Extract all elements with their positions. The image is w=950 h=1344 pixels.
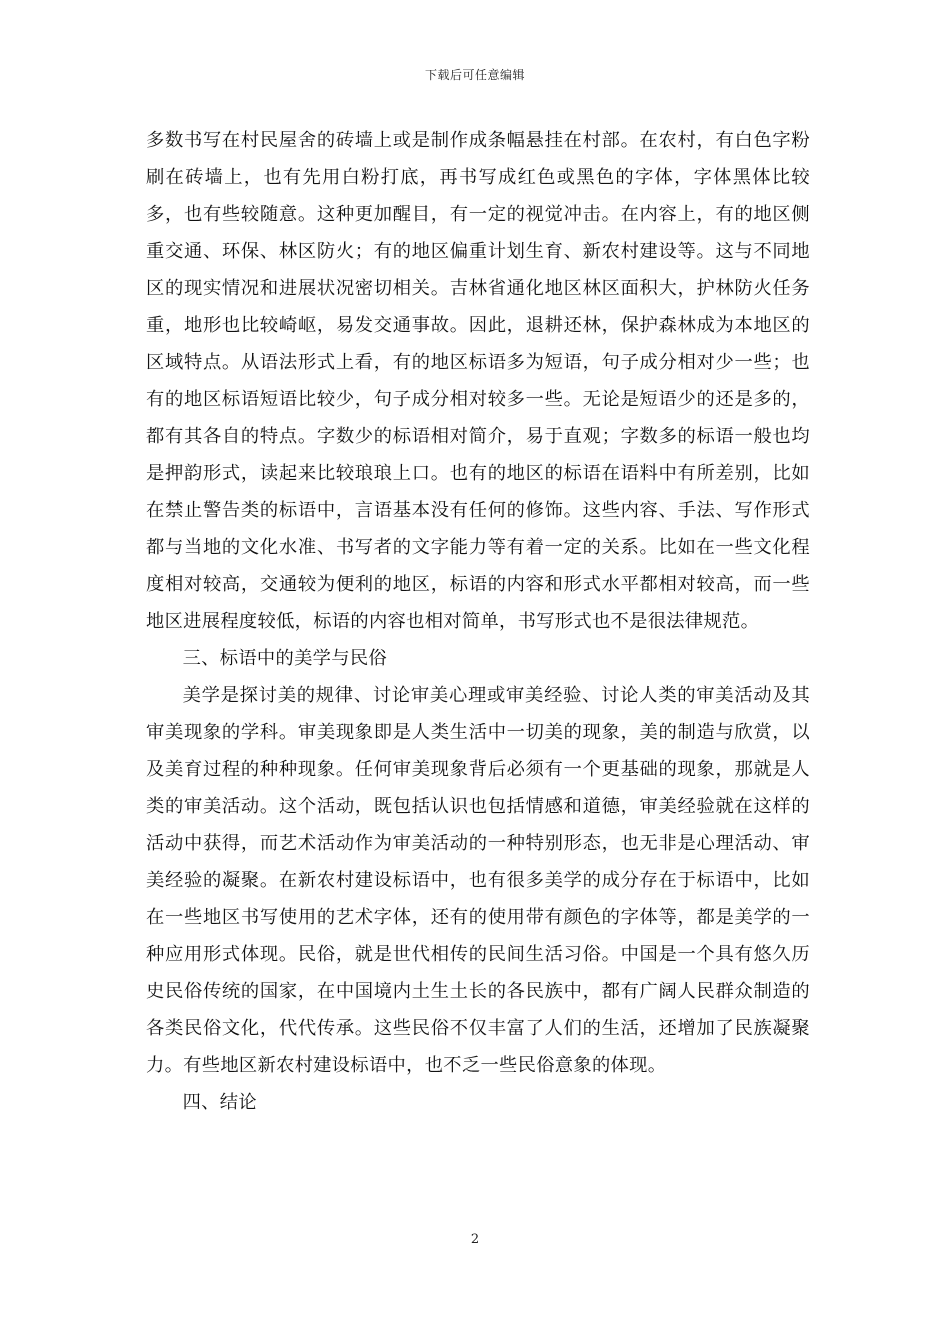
- section-heading-aesthetics-folklore: 三、标语中的美学与民俗: [182, 648, 387, 669]
- page-number: 2: [470, 1232, 480, 1247]
- page-header: 下载后可任意编辑: [424, 68, 525, 82]
- document-body: [146, 122, 810, 1121]
- body-paragraph-continued: 多数书写在村民屋舍的砖墙上或是制作成条幅悬挂在村部。在农村，有白色字粉刷在砖墙上，也有先用白粉打底，再书写成红色或黑色的字体，字体黑体比较多，也有些较随意。这种更加醒目，有一定的视觉冲击。在内容上，有的地区侧重交通、环保、林区防火；有的地区偏重计划生育、新农村建设等。这与不同地区的现实情况和进展状况密切相关。吉林省通化地区林区面积大，护林防火任务重，地形也比较崎岖，易发交通事故。因此，退耕还林，保护森林成为本地区的区域特点。从语法形式上看，有的地区标语多为短语，句子成分相对少一些；也有的地区标语短语比较少，句子成分相对较多一些。无论是短语少的还是多的，都有其各自的特点。字数少的标语相对简介，易于直观；字数多的标语一般也均是押韵形式，读起来比较琅琅上口。也有的地区的标语在语料中有所差别，比如在禁止警告类的标语中，言语基本没有任何的修饰。这些内容、手法、写作形式都与当地的文化水准、书写者的文字能力等有着一定的关系。比如在一些文化程度相对较高，交通较为便利的地区，标语的内容和形式水平都相对较高，而一些地区进展程度较低，标语的内容也相对简单，书写形式也不是很法律规范。: [146, 130, 810, 632]
- section-heading-conclusion: 四、结论: [182, 1092, 257, 1113]
- body-paragraph-aesthetics: 美学是探讨美的规律、讨论审美心理或审美经验、讨论人类的审美活动及其审美现象的学科。审美现象即是人类生活中一切美的现象，美的制造与欣赏，以及美育过程的种种现象。任何审美现象背后必须有一个更基础的现象，那就是人类的审美活动。这个活动，既包括认识也包括情感和道德，审美经验就在这样的活动中获得，而艺术活动作为审美活动的一种特别形态，也无非是心理活动、审美经验的凝聚。在新农村建设标语中，也有很多美学的成分存在于标语中，比如在一些地区书写使用的艺术字体，还有的使用带有颜色的字体等，都是美学的一种应用形式体现。民俗，就是世代相传的民间生活习俗。中国是一个具有悠久历史民俗传统的国家，在中国境内土生土长的各民族中，都有广阔人民群众制造的各类民俗文化，代代传承。这些民俗不仅丰富了人们的生活，还增加了民族凝聚力。有些地区新农村建设标语中，也不乏一些民俗意象的体现。: [146, 685, 810, 1076]
